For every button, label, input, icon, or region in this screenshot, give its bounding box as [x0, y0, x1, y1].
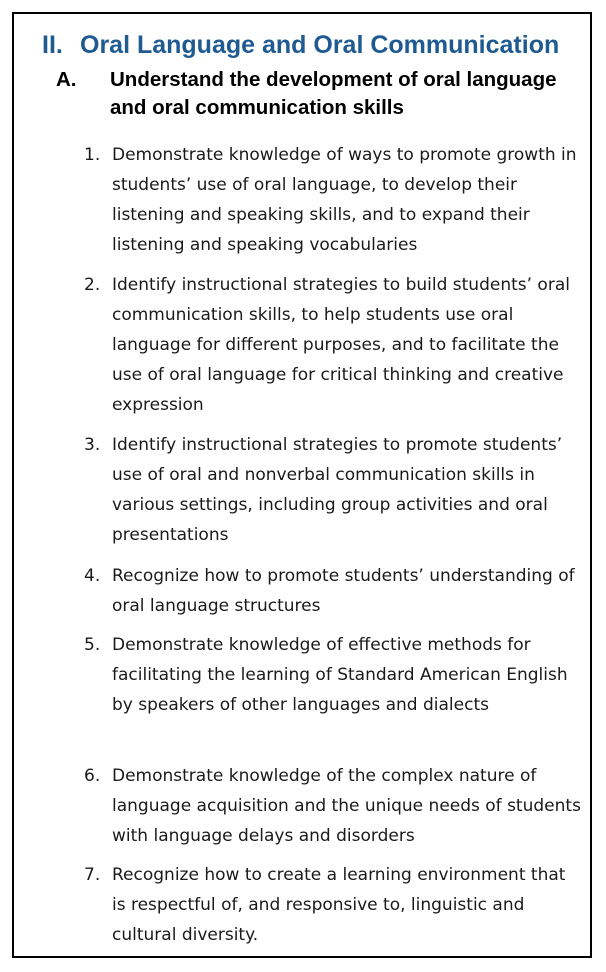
- item-number: 4.: [84, 566, 101, 586]
- section-heading: [42, 28, 559, 62]
- item-number: 7.: [84, 865, 101, 885]
- competency-item-5: [84, 630, 584, 720]
- item-text: Demonstrate knowledge of ways to promote growth in students’ use of oral language, to develop their listening and speaking skills, and to expand their listening and speaking vocabularies: [112, 145, 577, 255]
- item-text: Demonstrate knowledge of effective methods for facilitating the learning of Standard American English by speakers of other languages and dialects: [112, 635, 568, 715]
- item-text: Recognize how to promote students’ understanding of oral language structures: [112, 566, 575, 616]
- item-text: Recognize how to create a learning environment that is respectful of, and responsive to, linguistic and cultural diversity.: [112, 865, 566, 945]
- item-text: Identify instructional strategies to promote students’ use of oral and nonverbal communication skills in various settings, including group activities and oral presentations: [112, 435, 563, 545]
- competency-item-4: [84, 561, 584, 621]
- competency-item-6: [84, 761, 584, 851]
- item-text: Demonstrate knowledge of the complex nature of language acquisition and the unique needs of students with language delays and disorders: [112, 766, 581, 846]
- competency-item-7: [84, 860, 584, 950]
- competency-item-3: [84, 430, 584, 550]
- competency-item-1: [84, 140, 584, 260]
- content-frame: [12, 12, 592, 958]
- item-number: 3.: [84, 435, 101, 455]
- item-number: 6.: [84, 766, 101, 786]
- section-title: Oral Language and Oral Communication: [80, 31, 560, 59]
- competency-item-2: [84, 270, 584, 420]
- section-number: II.: [42, 31, 63, 59]
- item-number: 1.: [84, 145, 101, 165]
- item-number: 2.: [84, 275, 101, 295]
- subsection-title: Understand the development of oral language and oral communication skills: [110, 68, 557, 119]
- item-number: 5.: [84, 635, 101, 655]
- item-text: Identify instructional strategies to build students’ oral communication skills, to help students use oral language for different purposes, and to facilitate the use of oral language for critical thinking and creative expression: [112, 275, 570, 415]
- subsection-letter: A.: [56, 68, 77, 91]
